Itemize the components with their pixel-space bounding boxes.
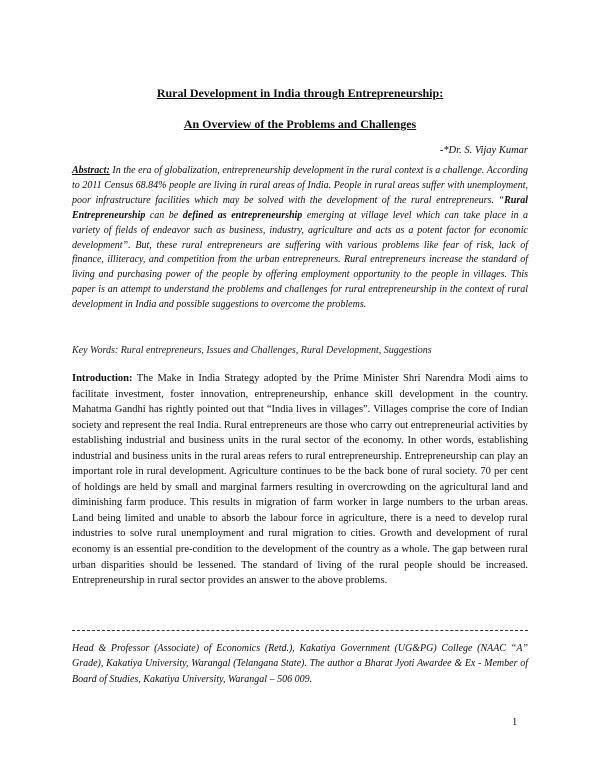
abstract-paragraph [72, 164, 528, 313]
introduction-text: The Make in India Strategy adopted by the Prime Minister Shri Narendra Modi aims to facilitate investment, foster innovation, entrepreneurship, enhance skill development in the country. Mahatma Gandhi has rightly pointed out that “India lives in villages”. Villages comprise the core of Indian society and represent the real India. Rural entrepreneurs are those who carry out entrepreneurial activities by establishing industrial and business units in the rural sector of the economy. In other words, establishing industrial and business units in the rural areas refers to rural entrepreneurship. Entrepreneurship can play an important role in rural development. Agriculture continues to be the back bone of rural society. 70 per cent of holdings are held by small and marginal farmers resulting in overcrowding on the agricultural land and diminishing farm produce. This results in migration of farm worker in large numbers to the urban areas. Land being limited and unable to absorb the labour force in agriculture, there is a need to develop rural industries to solve rural unemployment and rural migration to cities. Growth and development of rural economy is an essential pre-condition to the development of the country as a whole. The gap between rural urban disparities should be lessened. The standard of living of the rural people should be increased. Entrepreneurship in rural sector provides an answer to the above problems. [72, 373, 528, 587]
footnote-divider [72, 630, 528, 631]
author-line: -*Dr. S. Vijay Kumar [439, 145, 528, 156]
abstract-term: Rural Entrepreneurship [72, 194, 528, 221]
paper-title: Rural Development in India through Entrepreneurship: [156, 86, 444, 100]
abstract-text-2: can be [145, 209, 183, 221]
author-footnote: Head & Professor (Associate) of Economics (Retd.), Kakatiya Government (UG&PG) College (NAAC “A” Grade), Kakatiya University, Warangal (Telangana State). The author a Bharat Jyoti Awardee & Ex - Member of Board of Studies, Kakatiya University, Warangal – 506 009. [72, 643, 528, 685]
abstract-text-1: In the era of globalization, entrepreneurship development in the rural context is a challenge. According to 2011 Census 68.84% people are living in rural areas of India. People in rural areas suffer with unemployment, poor infrastructure facilities which may be solved with the development of the rural entrepreneurs. “ [72, 165, 528, 206]
introduction-paragraph [72, 371, 528, 589]
paper-subtitle: An Overview of the Problems and Challenges [183, 117, 417, 131]
abstract-label: Abstract: [72, 165, 110, 176]
introduction-label: Introduction: [72, 373, 133, 384]
page-number: 1 [512, 717, 518, 728]
keywords-line: Key Words: Rural entrepreneurs, Issues and Challenges, Rural Development, Suggestions [72, 345, 432, 356]
abstract-defined-as: defined as entrepreneurship [182, 209, 303, 221]
abstract-text-3: emerging at village level which can take place in a variety of fields of endeavor such as business, industry, agriculture and acts as a potent factor for economic development”. But, these rural entrepreneurs are suffering with various problems like fear of risk, lack of finance, illiteracy, and competition from the urban entrepreneurs. Rural entrepreneurs increase the standard of living and purchasing power of the people by offering employment opportunity to the people in villages. This paper is an attempt to understand the problems and challenges for rural entrepreneurship in the context of rural development in India and possible suggestions to overcome the problems. [72, 209, 528, 311]
